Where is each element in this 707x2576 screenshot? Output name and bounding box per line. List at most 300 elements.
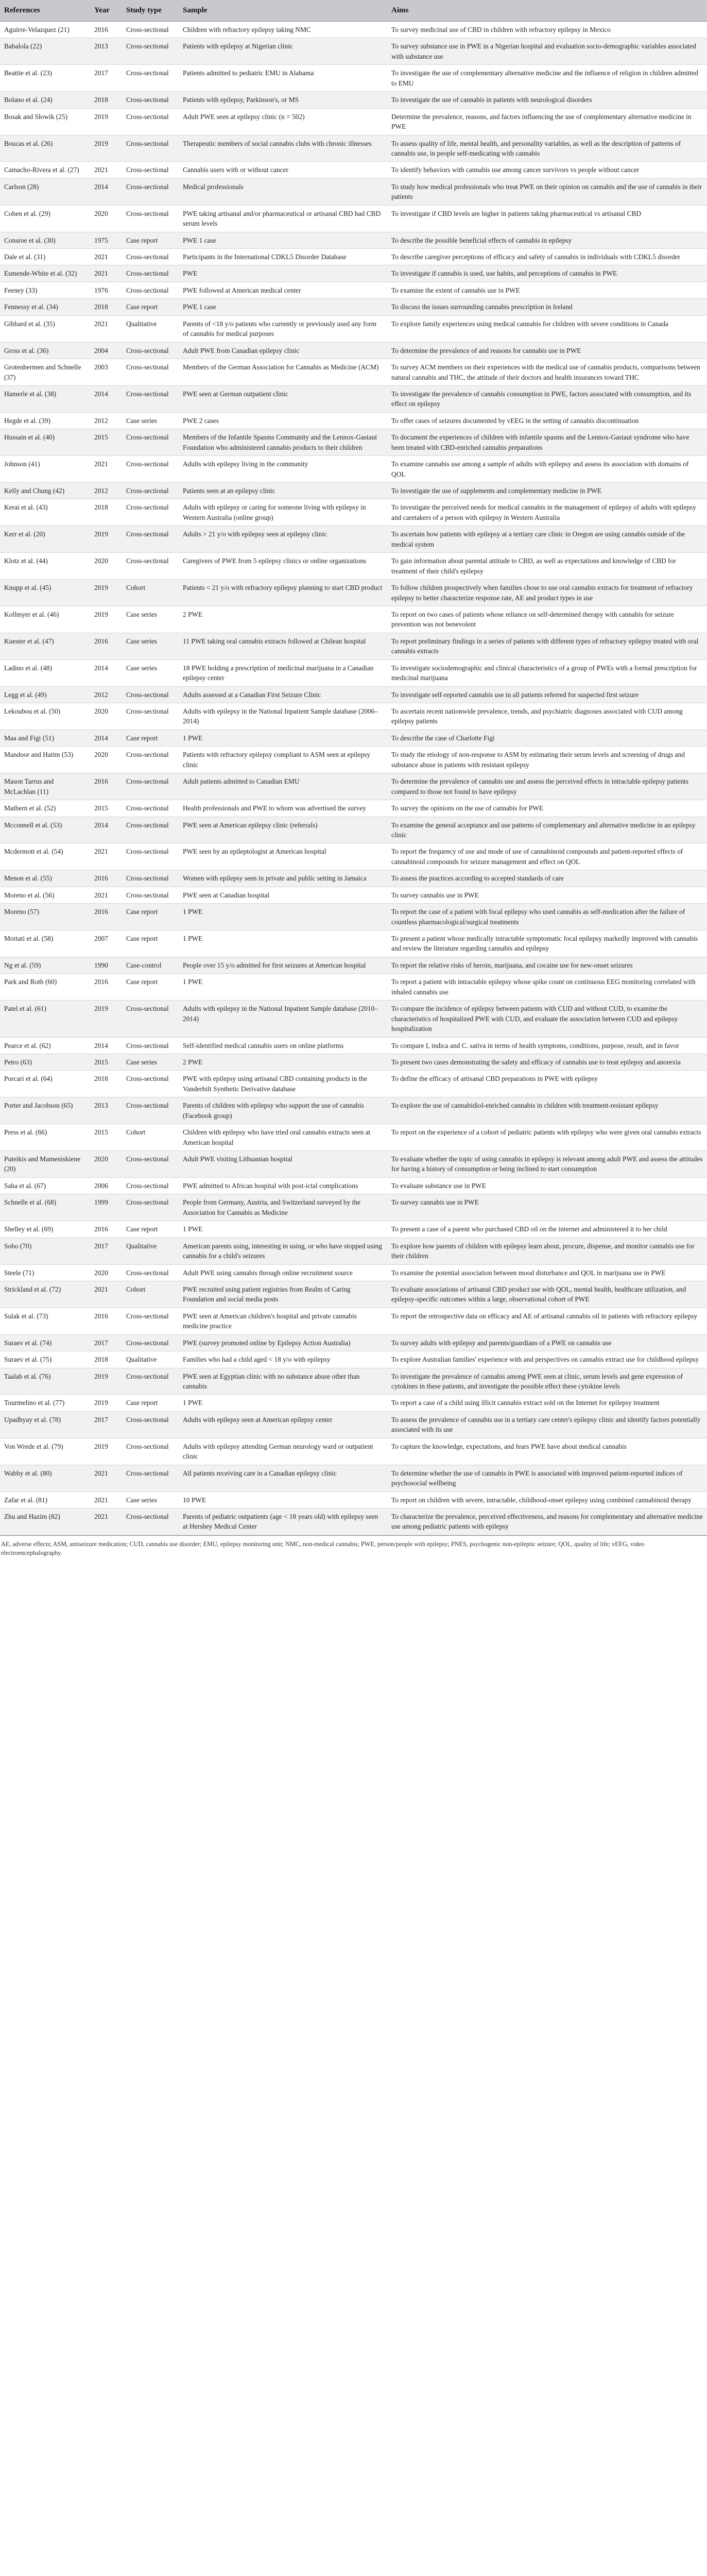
aims-cell: To survey adults with epilepsy and parents/guardians of a PWE on cannabis use	[387, 1334, 707, 1351]
reference-cell[interactable]: Pearce et al. (62)	[0, 1037, 90, 1054]
table-row	[0, 1395, 707, 1411]
aims-cell: To report on two cases of patients whose reliance on self-determined therapy with cannabis for seizure prevention was not benevolent	[387, 606, 707, 633]
reference-cell[interactable]: Aguirre-Velazquez (21)	[0, 22, 90, 38]
table-row	[0, 730, 707, 746]
year-cell: 2017	[90, 1238, 122, 1264]
reference-cell[interactable]: Mandoor and Hatim (53)	[0, 747, 90, 773]
reference-cell[interactable]: Sobo (70)	[0, 1238, 90, 1264]
aims-cell: To report a case of a child using illicit cannabis extract sold on the Internet for epilepsy treatment	[387, 1395, 707, 1411]
year-cell: 2019	[90, 526, 122, 553]
table-row	[0, 162, 707, 178]
sample-cell: Caregivers of PWE from 5 epilepsy clinics or online organizations	[179, 553, 387, 580]
table-row	[0, 429, 707, 456]
reference-cell[interactable]: Gibbard et al. (35)	[0, 315, 90, 342]
table-row	[0, 957, 707, 973]
reference-cell[interactable]: Park and Roth (60)	[0, 974, 90, 1001]
reference-cell[interactable]: Maa and Figi (51)	[0, 730, 90, 746]
sample-cell: PWE recruited using patient registries from Realm of Caring Foundation and social media posts	[179, 1281, 387, 1308]
study-type-cell: Case series	[122, 606, 179, 633]
reference-cell[interactable]: Kerai et al. (43)	[0, 499, 90, 526]
study-type-cell: Cross-sectional	[122, 342, 179, 359]
sample-cell: 1 PWE	[179, 1221, 387, 1238]
sample-cell: Children with refractory epilepsy taking NMC	[179, 22, 387, 38]
reference-cell[interactable]: Knupp et al. (45)	[0, 580, 90, 606]
sample-cell: Parents of children with epilepsy who support the use of cannabis (Facebook group)	[179, 1097, 387, 1124]
aims-cell: To investigate the use of supplements and complementary medicine in PWE	[387, 483, 707, 499]
study-type-cell: Cross-sectional	[122, 1037, 179, 1054]
reference-cell[interactable]: Kuester et al. (47)	[0, 633, 90, 659]
study-type-cell: Cross-sectional	[122, 282, 179, 298]
year-cell: 2017	[90, 65, 122, 92]
aims-cell: To follow children prospectively when families chose to use oral cannabis extracts for treatment of refractory epilepsy to better characterize response rate, AE and product types in use	[387, 580, 707, 606]
year-cell: 2021	[90, 1508, 122, 1535]
sample-cell: PWE seen by an epileptologist at American hospital	[179, 843, 387, 870]
reference-cell[interactable]: Mortati et al. (58)	[0, 930, 90, 957]
reference-cell[interactable]: Porcari et al. (64)	[0, 1071, 90, 1097]
reference-cell[interactable]: Puteikis and Mameniskiene (20)	[0, 1151, 90, 1178]
aims-cell: To survey substance use in PWE in a Nigerian hospital and evaluation socio-demographic variables associated with substance use	[387, 38, 707, 65]
year-cell: 2015	[90, 1054, 122, 1070]
table-row	[0, 1465, 707, 1492]
year-cell: 2012	[90, 686, 122, 703]
table-row	[0, 747, 707, 773]
year-cell: 2012	[90, 483, 122, 499]
aims-cell: To report the retrospective data on efficacy and AE of artisanal cannabis oil in patients with refractory epilepsy	[387, 1308, 707, 1334]
aims-cell: To define the efficacy of artisanal CBD preparations in PWE with epilepsy	[387, 1071, 707, 1097]
study-type-cell: Cross-sectional	[122, 135, 179, 162]
reference-cell[interactable]: Lekoubou et al. (50)	[0, 703, 90, 730]
year-cell: 2014	[90, 178, 122, 205]
table-row	[0, 1334, 707, 1351]
table-row	[0, 299, 707, 315]
year-cell: 2021	[90, 315, 122, 342]
reference-cell[interactable]: Cohen et al. (29)	[0, 205, 90, 232]
study-type-cell: Cross-sectional	[122, 526, 179, 553]
reference-cell[interactable]: Mcdermott et al. (54)	[0, 843, 90, 870]
study-type-cell: Cross-sectional	[122, 1334, 179, 1351]
sample-cell: Adult patients admitted to Canadian EMU	[179, 773, 387, 800]
reference-cell[interactable]: Hussain et al. (40)	[0, 429, 90, 456]
study-type-cell: Cross-sectional	[122, 1465, 179, 1492]
table-row	[0, 553, 707, 580]
year-cell: 2016	[90, 22, 122, 38]
table-row	[0, 265, 707, 282]
year-cell: 2007	[90, 930, 122, 957]
reference-cell[interactable]: Consroe et al. (30)	[0, 232, 90, 248]
reference-cell[interactable]: Wabby et al. (80)	[0, 1465, 90, 1492]
table-row	[0, 870, 707, 887]
header-references: References	[0, 0, 90, 22]
study-type-cell: Cross-sectional	[122, 429, 179, 456]
study-type-cell: Cross-sectional	[122, 456, 179, 483]
study-type-cell: Case report	[122, 1221, 179, 1238]
reference-cell[interactable]: Petro (63)	[0, 1054, 90, 1070]
study-type-cell: Case report	[122, 904, 179, 930]
year-cell: 2016	[90, 974, 122, 1001]
sample-cell: Patients with epilepsy at Nigerian clinic	[179, 38, 387, 65]
table-body	[0, 22, 707, 1535]
study-type-cell: Case report	[122, 730, 179, 746]
table-row	[0, 456, 707, 483]
study-type-cell: Cross-sectional	[122, 1368, 179, 1395]
sample-cell: Patients with refractory epilepsy compliant to ASM seen at epilepsy clinic	[179, 747, 387, 773]
reference-cell[interactable]: Shelley et al. (69)	[0, 1221, 90, 1238]
reference-cell[interactable]: Grotenhermen and Schnelle (37)	[0, 359, 90, 386]
year-cell: 2021	[90, 1492, 122, 1508]
sample-cell: PWE 1 case	[179, 232, 387, 248]
sample-cell: PWE seen at American children's hospital and private cannabis medicine practice	[179, 1308, 387, 1334]
reference-cell[interactable]: Kelly and Chung (42)	[0, 483, 90, 499]
table-row	[0, 232, 707, 248]
aims-cell: To explore how parents of children with epilepsy learn about, procure, dispense, and monitor cannabis use for their children	[387, 1238, 707, 1264]
reference-cell[interactable]: Boucas et al. (26)	[0, 135, 90, 162]
year-cell: 2006	[90, 1177, 122, 1194]
year-cell: 2017	[90, 1411, 122, 1438]
table-row	[0, 499, 707, 526]
study-type-cell: Case report	[122, 232, 179, 248]
year-cell: 2018	[90, 499, 122, 526]
year-cell: 2020	[90, 747, 122, 773]
reference-cell[interactable]: Gross et al. (36)	[0, 342, 90, 359]
aims-cell: To report the case of a patient with focal epilepsy who used cannabis as self-medication after the failure of countless pharmacological/surgical treatments	[387, 904, 707, 930]
aims-cell: To determine the prevalence of and reasons for cannabis use in PWE	[387, 342, 707, 359]
reference-cell[interactable]: Moreno et al. (56)	[0, 887, 90, 903]
table-row	[0, 385, 707, 412]
sample-cell: Parents of <18 y/o patients who currently or previously used any form of cannabis for medical purposes	[179, 315, 387, 342]
reference-cell[interactable]: Zhu and Hazim (82)	[0, 1508, 90, 1535]
study-type-cell: Cross-sectional	[122, 703, 179, 730]
table-row	[0, 22, 707, 38]
reference-cell[interactable]: Saha et al. (67)	[0, 1177, 90, 1194]
study-type-cell: Cross-sectional	[122, 483, 179, 499]
sample-cell: Patients admitted to pediatric EMU in Alabama	[179, 65, 387, 92]
year-cell: 2016	[90, 870, 122, 887]
year-cell: 1999	[90, 1194, 122, 1221]
table-row	[0, 606, 707, 633]
reference-cell[interactable]: Zafar et al. (81)	[0, 1492, 90, 1508]
study-type-cell: Cross-sectional	[122, 359, 179, 386]
aims-cell: To compare I, indica and C. sativa in terms of health symptoms, conditions, purpose, result, and in favor	[387, 1037, 707, 1054]
table-row	[0, 1194, 707, 1221]
year-cell: 2016	[90, 1308, 122, 1334]
reference-cell[interactable]: Patel et al. (61)	[0, 1001, 90, 1037]
sample-cell: Adults with epilepsy in the National Inpatient Sample database (2006–2014)	[179, 703, 387, 730]
sample-cell: Families who had a child aged < 18 y/o with epilepsy	[179, 1351, 387, 1368]
year-cell: 2021	[90, 249, 122, 265]
reference-cell[interactable]: Mason Tarrus and McLachlan (11)	[0, 773, 90, 800]
table-row	[0, 800, 707, 817]
year-cell: 2012	[90, 412, 122, 429]
study-type-cell: Cross-sectional	[122, 747, 179, 773]
year-cell: 2014	[90, 817, 122, 843]
sample-cell: Adults with epilepsy attending German neurology ward or outpatient clinic	[179, 1438, 387, 1465]
year-cell: 2003	[90, 359, 122, 386]
aims-cell: To present a case of a parent who purchased CBD oil on the internet and administered it to her child	[387, 1221, 707, 1238]
year-cell: 2015	[90, 1124, 122, 1151]
table-row	[0, 1097, 707, 1124]
aims-cell: To examine the general acceptance and use patterns of complementary and alternative medicine in an epilepsy clinic	[387, 817, 707, 843]
aims-cell: To report the frequency of use and mode of use of cannabinoid compounds and patient-reported effects of cannabinoid compounds for seizure management and effect on QOL	[387, 843, 707, 870]
aims-cell: To survey the opinions on the use of cannabis for PWE	[387, 800, 707, 817]
year-cell: 2014	[90, 659, 122, 686]
aims-cell: To discuss the issues surrounding cannabis prescription in Ireland	[387, 299, 707, 315]
table-row	[0, 178, 707, 205]
study-type-cell: Cross-sectional	[122, 1151, 179, 1178]
reference-cell[interactable]: Hamerle et al. (38)	[0, 385, 90, 412]
aims-cell: To explore family experiences using medical cannabis for children with severe conditions in Canada	[387, 315, 707, 342]
table-row	[0, 135, 707, 162]
reference-cell[interactable]: Taalab et al. (76)	[0, 1368, 90, 1395]
table-row	[0, 92, 707, 108]
table-row	[0, 1411, 707, 1438]
aims-cell: To report on children with severe, intractable, childhood-onset epilepsy using combined cannabinoid therapy	[387, 1492, 707, 1508]
reference-cell[interactable]: Moreno (57)	[0, 904, 90, 930]
study-type-cell: Cross-sectional	[122, 817, 179, 843]
sample-cell: 11 PWE taking oral cannabis extracts followed at Chilean hospital	[179, 633, 387, 659]
table-row	[0, 843, 707, 870]
table-row	[0, 1177, 707, 1194]
sample-cell: 10 PWE	[179, 1492, 387, 1508]
sample-cell: PWE (survey promoted online by Epilepsy Action Australia)	[179, 1334, 387, 1351]
study-type-cell: Cross-sectional	[122, 38, 179, 65]
reference-cell[interactable]: Suraev et al. (74)	[0, 1334, 90, 1351]
aims-cell: To document the experiences of children with infantile spasms and the Lennox-Gastaut syndrome who have been treated with CBD-enriched cannabis preparations	[387, 429, 707, 456]
reference-cell[interactable]: Von Wrede et al. (79)	[0, 1438, 90, 1465]
reference-cell[interactable]: Suraev et al. (75)	[0, 1351, 90, 1368]
reference-cell[interactable]: Ladino et al. (48)	[0, 659, 90, 686]
study-type-cell: Qualitative	[122, 1238, 179, 1264]
reference-cell[interactable]: Bosak and Słowik (25)	[0, 108, 90, 135]
sample-cell: Adult PWE from Canadian epilepsy clinic	[179, 342, 387, 359]
reference-cell[interactable]: Dale et al. (31)	[0, 249, 90, 265]
reference-cell[interactable]: Mathern et al. (52)	[0, 800, 90, 817]
aims-cell: To evaluate associations of artisanal CBD product use with QOL, mental health, healthcare utilization, and epilepsy-specific outcomes within a large, observational cohort of PWE	[387, 1281, 707, 1308]
aims-cell: To characterize the prevalence, perceived effectiveness, and reasons for complementary and alternative medicine use among pediatric patients with epilepsy	[387, 1508, 707, 1535]
study-type-cell: Cross-sectional	[122, 162, 179, 178]
aims-cell: To examine the extent of cannabis use in PWE	[387, 282, 707, 298]
study-type-cell: Case series	[122, 412, 179, 429]
year-cell: 2019	[90, 606, 122, 633]
table-row	[0, 773, 707, 800]
year-cell: 2016	[90, 773, 122, 800]
aims-cell: To assess the prevalence of cannabis use in a tertiary care center's epilepsy clinic and identify factors potentially associated with its use	[387, 1411, 707, 1438]
aims-cell: To study how medical professionals who treat PWE on their opinion on cannabis and the use of cannabis in their patients	[387, 178, 707, 205]
reference-cell[interactable]: Mcconnell et al. (53)	[0, 817, 90, 843]
study-type-cell: Cross-sectional	[122, 1097, 179, 1124]
sample-cell: PWE	[179, 265, 387, 282]
sample-cell: People over 15 y/o admitted for first seizures at American hospital	[179, 957, 387, 973]
table-row	[0, 1037, 707, 1054]
sample-cell: Adults > 21 y/o with epilepsy seen at epilepsy clinic	[179, 526, 387, 553]
reference-cell[interactable]: Kollmyer et al. (46)	[0, 606, 90, 633]
sample-cell: Children with epilepsy who have tried oral cannabis extracts seen at American hospital	[179, 1124, 387, 1151]
table-row	[0, 930, 707, 957]
reference-cell[interactable]: Esmende-White et al. (32)	[0, 265, 90, 282]
year-cell: 1975	[90, 232, 122, 248]
reference-cell[interactable]: Bolano et al. (24)	[0, 92, 90, 108]
reference-cell[interactable]: Steele (71)	[0, 1264, 90, 1281]
reference-cell[interactable]: Strickland et al. (72)	[0, 1281, 90, 1308]
aims-cell: To investigate sociodemographic and clinical characteristics of a group of PWEs with a formal prescription for medicinal marijuana	[387, 659, 707, 686]
study-type-cell: Case series	[122, 633, 179, 659]
sample-cell: 18 PWE holding a prescription of medicinal marijuana in a Canadian epilepsy center	[179, 659, 387, 686]
year-cell: 1990	[90, 957, 122, 973]
year-cell: 2020	[90, 703, 122, 730]
year-cell: 2004	[90, 342, 122, 359]
reference-cell[interactable]: Fennessy et al. (34)	[0, 299, 90, 315]
aims-cell: To investigate self-reported cannabis use in all patients referred for suspected first seizure	[387, 686, 707, 703]
sample-cell: 2 PWE	[179, 606, 387, 633]
aims-cell: To describe caregiver perceptions of efficacy and safety of cannabis in individuals with CDKL5 disorder	[387, 249, 707, 265]
table-row	[0, 580, 707, 606]
reference-cell[interactable]: Camacho-Rivera et al. (27)	[0, 162, 90, 178]
sample-cell: Adults assessed at a Canadian First Seizure Clinic	[179, 686, 387, 703]
reference-cell[interactable]: Press et al. (66)	[0, 1124, 90, 1151]
header-row	[0, 0, 707, 22]
aims-cell: To present a patient whose medically intractable symptomatic focal epilepsy markedly improved with cannabis and review the literature regarding cannabis and epilepsy	[387, 930, 707, 957]
sample-cell: 1 PWE	[179, 904, 387, 930]
reference-cell[interactable]: Tourmelino et al. (77)	[0, 1395, 90, 1411]
table-row	[0, 1492, 707, 1508]
reference-cell[interactable]: Sulak et al. (73)	[0, 1308, 90, 1334]
sample-cell: 2 PWE	[179, 1054, 387, 1070]
year-cell: 2013	[90, 38, 122, 65]
reference-cell[interactable]: Porter and Jacobson (65)	[0, 1097, 90, 1124]
aims-cell: Determine the prevalence, reasons, and factors influencing the use of complementary alternative medicine in PWE	[387, 108, 707, 135]
study-type-cell: Case report	[122, 974, 179, 1001]
sample-cell: PWE with epilepsy using artisanal CBD containing products in the Vanderbilt Synthetic Derivative database	[179, 1071, 387, 1097]
aims-cell: To report the relative risks of heroin, marijuana, and cocaine use for new-onset seizures	[387, 957, 707, 973]
aims-cell: To assess quality of life, mental health, and personality variables, as well as the description of patterns of cannabis use, in people self-medicating with cannabis	[387, 135, 707, 162]
study-type-cell: Cross-sectional	[122, 1001, 179, 1037]
table-row	[0, 1238, 707, 1264]
study-type-cell: Case report	[122, 1395, 179, 1411]
reference-cell[interactable]: Schnelle et al. (68)	[0, 1194, 90, 1221]
sample-cell: Health professionals and PWE to whom was advertised the survey	[179, 800, 387, 817]
study-type-cell: Cohort	[122, 1281, 179, 1308]
sample-cell: Members of the Infantile Spasms Community and the Lennox-Gastaut Foundation who administered cannabis products to their children	[179, 429, 387, 456]
study-type-cell: Qualitative	[122, 1351, 179, 1368]
year-cell: 2013	[90, 1097, 122, 1124]
year-cell: 2014	[90, 730, 122, 746]
sample-cell: PWE seen at Canadian hospital	[179, 887, 387, 903]
reference-cell[interactable]: Upadhyay et al. (78)	[0, 1411, 90, 1438]
table-row	[0, 1438, 707, 1465]
sample-cell: PWE taking artisanal and/or pharmaceutical or artisanal CBD had CBD serum levels	[179, 205, 387, 232]
sample-cell: PWE seen at German outpatient clinic	[179, 385, 387, 412]
table-row	[0, 38, 707, 65]
reference-cell[interactable]: Menon et al. (55)	[0, 870, 90, 887]
table-row	[0, 904, 707, 930]
aims-cell: To survey ACM members on their experiences with the medical use of cannabis products, comparisons between natural cannabis and THC, the attitude of their doctors and health insurances toward THC	[387, 359, 707, 386]
aims-cell: To present two cases demonstrating the safety and efficacy of cannabis use to treat epilepsy and anorexia	[387, 1054, 707, 1070]
aims-cell: To evaluate whether the topic of using cannabis in epilepsy is relevant among adult PWE and assess the attitudes for having a history of consumption or being inclined to start consumption	[387, 1151, 707, 1178]
year-cell: 2020	[90, 205, 122, 232]
year-cell: 2019	[90, 1001, 122, 1037]
study-type-cell: Case series	[122, 659, 179, 686]
sample-cell: Adult PWE seen at epilepsy clinic (n = 502)	[179, 108, 387, 135]
study-type-cell: Case series	[122, 1492, 179, 1508]
aims-cell: To gain information about parental attitude to CBD, as well as expectations and knowledge of CBD for treatment of their child's epilepsy	[387, 553, 707, 580]
sample-cell: PWE seen at American epilepsy clinic (referrals)	[179, 817, 387, 843]
study-type-cell: Cross-sectional	[122, 553, 179, 580]
table-row	[0, 65, 707, 92]
study-type-cell: Case report	[122, 930, 179, 957]
study-type-cell: Case-control	[122, 957, 179, 973]
sample-cell: PWE seen at Egyptian clinic with no substance abuse other than cannabis	[179, 1368, 387, 1395]
study-type-cell: Cross-sectional	[122, 499, 179, 526]
study-type-cell: Cross-sectional	[122, 1264, 179, 1281]
reference-cell[interactable]: Babalola (22)	[0, 38, 90, 65]
year-cell: 2021	[90, 1465, 122, 1492]
sample-cell: PWE admitted to African hospital with post-ictal complications	[179, 1177, 387, 1194]
reference-cell[interactable]: Beattie et al. (23)	[0, 65, 90, 92]
aims-cell: To survey medicinal use of CBD in children with refractory epilepsy in Mexico	[387, 22, 707, 38]
sample-cell: Members of the German Association for Cannabis as Medicine (ACM)	[179, 359, 387, 386]
reference-cell[interactable]: Kerr et al. (20)	[0, 526, 90, 553]
year-cell: 2018	[90, 1071, 122, 1097]
sample-cell: Parents of pediatric outpatients (age < 18 years old) with epilepsy seen at Hershey Medical Center	[179, 1508, 387, 1535]
table-row	[0, 659, 707, 686]
table-row	[0, 887, 707, 903]
reference-cell[interactable]: Johnson (41)	[0, 456, 90, 483]
study-type-cell: Cross-sectional	[122, 205, 179, 232]
aims-cell: To investigate if CBD levels are higher in patients taking pharmaceutical vs artisanal CBD	[387, 205, 707, 232]
table-row	[0, 633, 707, 659]
table-row	[0, 412, 707, 429]
aims-cell: To offer cases of seizures documented by vEEG in the setting of cannabis discontinuation	[387, 412, 707, 429]
study-type-cell: Cross-sectional	[122, 1071, 179, 1097]
sample-cell: Women with epilepsy seen in private and public setting in Jamaica	[179, 870, 387, 887]
aims-cell: To evaluate substance use in PWE	[387, 1177, 707, 1194]
study-type-cell: Cross-sectional	[122, 178, 179, 205]
reference-cell[interactable]: Legg et al. (49)	[0, 686, 90, 703]
study-type-cell: Cross-sectional	[122, 22, 179, 38]
study-type-cell: Cross-sectional	[122, 65, 179, 92]
sample-cell: 1 PWE	[179, 1395, 387, 1411]
reference-cell[interactable]: Hegde et al. (39)	[0, 412, 90, 429]
table-row	[0, 1281, 707, 1308]
study-type-cell: Cross-sectional	[122, 887, 179, 903]
reference-cell[interactable]: Carlson (28)	[0, 178, 90, 205]
aims-cell: To survey cannabis use in PWE	[387, 1194, 707, 1221]
sample-cell: Adults with epilepsy in the National Inpatient Sample database (2010–2014)	[179, 1001, 387, 1037]
header-aims: Aims	[387, 0, 707, 22]
study-type-cell: Cohort	[122, 580, 179, 606]
table-row	[0, 108, 707, 135]
reference-cell[interactable]: Feeney (33)	[0, 282, 90, 298]
table-row	[0, 1071, 707, 1097]
year-cell: 2019	[90, 580, 122, 606]
aims-cell: To identify behaviors with cannabis use among cancer survivors vs people without cancer	[387, 162, 707, 178]
header-year: Year	[90, 0, 122, 22]
sample-cell: Self-identified medical cannabis users on online platforms	[179, 1037, 387, 1054]
sample-cell: 1 PWE	[179, 930, 387, 957]
reference-cell[interactable]: Ng et al. (59)	[0, 957, 90, 973]
table-row	[0, 817, 707, 843]
aims-cell: To ascertain recent nationwide prevalence, trends, and psychiatric diagnoses associated with CUD among epilepsy patients	[387, 703, 707, 730]
table-row	[0, 703, 707, 730]
table-row	[0, 1151, 707, 1178]
table-row	[0, 315, 707, 342]
year-cell: 2019	[90, 1368, 122, 1395]
aims-cell: To assess the practices according to accepted standards of care	[387, 870, 707, 887]
table-row	[0, 282, 707, 298]
reference-cell[interactable]: Klotz et al. (44)	[0, 553, 90, 580]
study-type-cell: Cross-sectional	[122, 108, 179, 135]
year-cell: 2021	[90, 1281, 122, 1308]
sample-cell: PWE followed at American medical center	[179, 282, 387, 298]
